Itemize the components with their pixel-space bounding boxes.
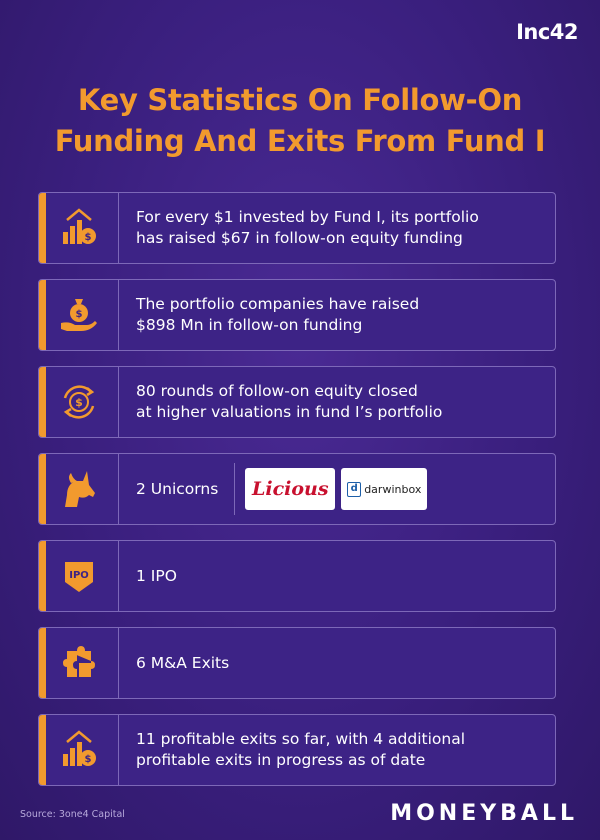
logo-divider bbox=[234, 463, 235, 515]
stat-text-line-1: 80 rounds of follow-on equity closed bbox=[136, 382, 418, 400]
stat-text-line-2: $898 Mn in follow-on funding bbox=[136, 316, 363, 334]
page-title bbox=[0, 80, 600, 162]
puzzle-icon bbox=[57, 641, 101, 685]
darwinbox-mark: d bbox=[347, 482, 361, 497]
stat-text-line-2: has raised $67 in follow-on equity funding bbox=[136, 229, 463, 247]
stat-card-unicorns bbox=[38, 453, 556, 525]
stat-text-line-1: For every $1 invested by Fund I, its portfolio bbox=[136, 208, 479, 226]
stat-card-mna bbox=[38, 627, 556, 699]
darwinbox-logo bbox=[341, 468, 427, 510]
stat-card-profitable-exits bbox=[38, 714, 556, 786]
stat-text-line-1: 2 Unicorns bbox=[136, 479, 219, 498]
svg-text:$: $ bbox=[75, 309, 82, 320]
unicorn-icon bbox=[57, 467, 101, 511]
title-line-1: Key Statistics On Follow-On bbox=[77, 83, 523, 117]
card-accent bbox=[39, 280, 46, 350]
card-accent bbox=[39, 367, 46, 437]
ipo-badge-icon bbox=[57, 554, 101, 598]
moneyball-logo: MONEYBALL bbox=[390, 801, 578, 826]
money-bag-hand-icon bbox=[57, 293, 101, 337]
stat-text-line-1: 1 IPO bbox=[136, 566, 177, 585]
card-accent bbox=[39, 715, 46, 785]
ipo-badge-label: IPO bbox=[68, 570, 89, 581]
card-accent bbox=[39, 193, 46, 263]
stat-card-follow-on-total bbox=[38, 279, 556, 351]
brand-logo: Inc42 bbox=[516, 20, 578, 44]
growth-coin-icon bbox=[57, 728, 101, 772]
darwinbox-wordmark: darwinbox bbox=[364, 482, 422, 496]
cycle-coin-icon bbox=[57, 380, 101, 424]
source-note: Source: 3one4 Capital bbox=[20, 809, 125, 820]
card-accent bbox=[39, 628, 46, 698]
svg-text:$: $ bbox=[74, 396, 83, 409]
card-accent bbox=[39, 454, 46, 524]
stat-text-line-1: 11 profitable exits so far, with 4 additional bbox=[136, 730, 466, 748]
stat-text-line-1: 6 M&A Exits bbox=[136, 653, 230, 672]
stat-text-line-2: profitable exits in progress as of date bbox=[136, 751, 426, 769]
growth-coin-icon bbox=[57, 206, 101, 250]
title-line-2: Funding And Exits From Fund I bbox=[54, 124, 546, 158]
svg-text:$: $ bbox=[84, 232, 91, 243]
licious-logo: Licious bbox=[245, 468, 335, 510]
unicorn-logos bbox=[234, 454, 433, 524]
svg-text:$: $ bbox=[84, 754, 91, 765]
card-accent bbox=[39, 541, 46, 611]
stat-text-line-1: The portfolio companies have raised bbox=[136, 295, 420, 313]
stat-card-follow-on-ratio bbox=[38, 192, 556, 264]
stat-card-ipo bbox=[38, 540, 556, 612]
stat-text-line-2: at higher valuations in fund I’s portfolio bbox=[136, 403, 443, 421]
stat-card-rounds bbox=[38, 366, 556, 438]
